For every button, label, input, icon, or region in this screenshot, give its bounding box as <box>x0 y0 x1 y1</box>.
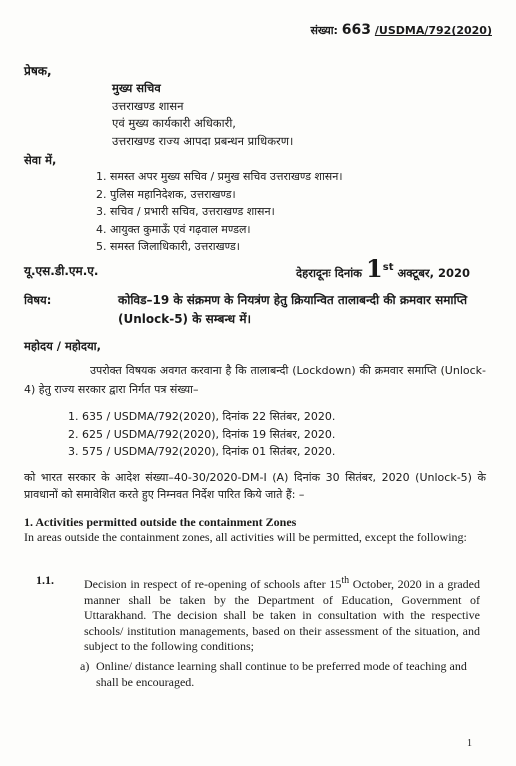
sender-line: उत्तराखण्ड राज्य आपदा प्रबन्धन प्राधिकरण। <box>112 133 294 148</box>
date-prefix: देहरादूनः दिनांक <box>296 266 363 280</box>
reference-item: 2. 625 / USDMA/792(2020), दिनांक 19 सितंबर, 2020. <box>82 426 335 444</box>
date-day: 1 <box>366 254 383 283</box>
reference-prefix: संख्या: <box>310 24 338 37</box>
sender-line: मुख्य सचिव <box>112 81 161 95</box>
sender-line: एवं मुख्य कार्यकारी अधिकारी, <box>112 116 236 130</box>
section-heading: 1. Activities permitted outside the containment Zones <box>24 515 297 529</box>
reference-item: 1. 635 / USDMA/792(2020), दिनांक 22 सितंबर, 2020. <box>82 408 335 426</box>
directive-paragraph: को भारत सरकार के आदेश संख्या–40-30/2020-DM-I (A) दिनांक 30 सितंबर, 2020 (Unlock-5) के प्रावधानों को समावेशित करते हुए निम्नवत निर्देश पारित किये जाते हैं: – <box>24 471 486 501</box>
recipient-item: 2. पुलिस महानिदेशक, उत्तराखण्ड। <box>110 186 343 204</box>
reference-suffix: /USDMA/792(2020) <box>374 24 492 37</box>
recipient-item: 4. आयुक्त कुमाऊँ एवं गढ़वाल मण्डल। <box>110 221 343 239</box>
sender-line: उत्तराखण्ड शासन <box>112 98 184 113</box>
subclause-text: Online/ distance learning shall continue to be preferred mode of teaching and shall be encouraged. <box>96 659 467 689</box>
date-day-suffix: st <box>382 262 394 274</box>
date-line <box>296 254 470 283</box>
sender-block <box>112 80 293 150</box>
clause-ordinal-suffix: th <box>341 575 350 586</box>
subject-text: कोविड–19 के संक्रमण के नियत्रंण हेतु क्रियान्वित तालाबन्दी की क्रमवार समाप्ति (Unlock-5) के सम्बन्ध में। <box>118 293 468 326</box>
page-number: 1 <box>467 738 472 749</box>
subclause-label: a) <box>80 659 90 673</box>
recipients-label: सेवा में, <box>24 153 57 167</box>
recipient-item: 5. समस्त जिलाधिकारी, उत्तराखण्ड। <box>110 238 343 256</box>
clause-text-end: October, 2020 in a graded manner shall be taken by the Department of Education, Government of Uttarakhand. The decision shall be taken in consultation with the respective schools/ institution managements, based on their assessment of the situation, and subject to the following conditions; <box>84 577 480 653</box>
reference-list <box>64 408 335 461</box>
recipient-item: 3. सचिव / प्रभारी सचिव, उत्तराखण्ड शासन। <box>110 203 343 221</box>
office-code: यू.एस.डी.एम.ए. <box>24 264 99 278</box>
clause-text <box>84 573 480 655</box>
recipients-list <box>92 168 343 256</box>
date-month-year: अक्टूबर, 2020 <box>397 266 470 280</box>
reference-item: 3. 575 / USDMA/792(2020), दिनांक 01 सितंबर, 2020. <box>82 443 335 461</box>
subject-label: विषय: <box>24 293 52 307</box>
salutation: महोदय / महोदया, <box>24 339 102 353</box>
sender-label: प्रेषक, <box>24 64 52 78</box>
recipient-item: 1. समस्त अपर मुख्य सचिव / प्रमुख सचिव उत्तराखण्ड शासन। <box>110 168 343 186</box>
clause-number: 1.1. <box>36 573 54 587</box>
intro-paragraph: उपरोक्त विषयक अवगत करवाना है कि तालाबन्दी (Lockdown) की क्रमवार समाप्ति (Unlock-4) हेतु राज्य सरकार द्वारा निर्गत पत्र संख्या– <box>24 364 486 396</box>
reference-number <box>310 22 492 38</box>
clause-text-start: Decision in respect of re-opening of schools after 15 <box>84 577 342 591</box>
reference-main-number: 663 <box>341 22 372 38</box>
section-intro: In areas outside the containment zones, all activities will be permitted, except the following: <box>24 530 467 544</box>
